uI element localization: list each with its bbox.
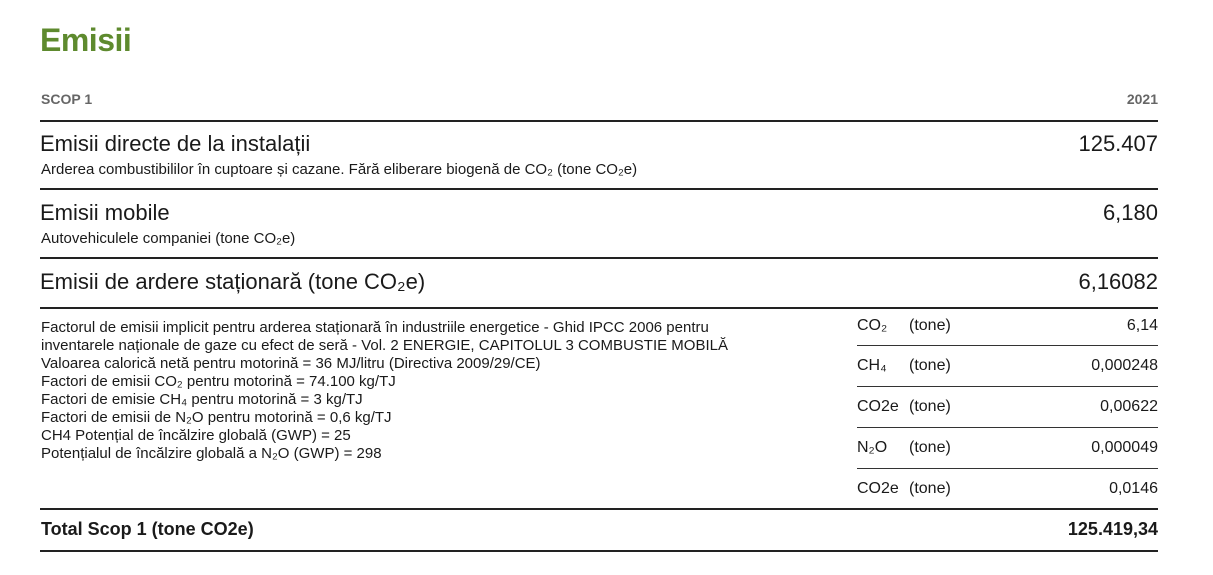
header-divider: [40, 120, 1158, 122]
scope-label: SCOP 1: [41, 91, 93, 107]
gas-value: 0,000248: [1091, 357, 1158, 374]
gas-unit: (tone): [909, 357, 951, 374]
gas-divider: [857, 468, 1158, 469]
gas-unit: (tone): [909, 398, 951, 415]
factor-line: Factori de emisie CH₄ pentru motorină = 3 kg/TJ: [41, 391, 363, 408]
year-header: 2021: [1126, 91, 1158, 107]
gas-value: 0,000049: [1091, 439, 1158, 456]
stationary-emissions-value: 6,16082: [1078, 269, 1158, 294]
factor-line: CH4 Potențial de încălzire globală (GWP) = 25: [41, 427, 351, 444]
mobile-emissions-value: 6,180: [1102, 200, 1158, 225]
total-label: Total Scop 1 (tone CO2e): [41, 519, 254, 539]
factor-line: Factorul de emisii implicit pentru arderea staționară în industriile energetice - Ghid IPCC 2006 pentru: [41, 319, 709, 336]
emission-factors-notes: [41, 316, 831, 465]
gas-divider: [857, 427, 1158, 428]
gas-divider: [857, 386, 1158, 387]
gas-unit: (tone): [909, 439, 951, 456]
factor-line: Potențialul de încălzire globală a N₂O (GWP) = 298: [41, 445, 382, 462]
total-value: 125.419,34: [1067, 519, 1158, 539]
factor-line: inventarele naționale de gaze cu efect de seră - Vol. 2 ENERGIE, CAPITOLUL 3 COMBUSTIE MOBILĂ: [41, 337, 728, 354]
page-title: Emisii: [40, 22, 132, 58]
gas-label: CO₂: [857, 317, 888, 334]
row-divider: [40, 307, 1158, 309]
direct-emissions-value: 125.407: [1078, 131, 1158, 156]
gas-value: 6,14: [1126, 317, 1158, 334]
gas-label: N₂O: [857, 439, 888, 456]
gas-label: CO2e: [857, 398, 899, 415]
mobile-emissions-title: Emisii mobile: [40, 200, 170, 225]
factor-line: Factori de emisii de N₂O pentru motorină = 0,6 kg/TJ: [41, 409, 392, 426]
gas-label: CO2e: [857, 480, 899, 497]
total-divider: [40, 508, 1158, 510]
gas-unit: (tone): [909, 480, 951, 497]
direct-emissions-title: Emisii directe de la instalații: [40, 131, 311, 156]
factor-line: Valoarea calorică netă pentru motorină = 36 MJ/litru (Directiva 2009/29/CE): [41, 355, 541, 372]
stationary-emissions-title: Emisii de ardere staționară (tone CO₂e): [40, 269, 426, 294]
gas-unit: (tone): [909, 317, 951, 334]
gas-label: CH₄: [857, 357, 887, 374]
bottom-divider: [40, 550, 1158, 552]
gas-value: 0,00622: [1100, 398, 1158, 415]
gas-value: 0,0146: [1109, 480, 1158, 497]
gas-divider: [857, 345, 1158, 346]
row-divider: [40, 257, 1158, 259]
direct-emissions-subtitle: Arderea combustibililor în cuptoare și cazane. Fără eliberare biogenă de CO₂ (tone CO₂e): [41, 161, 638, 178]
mobile-emissions-subtitle: Autovehiculele companiei (tone CO₂e): [41, 230, 296, 247]
row-divider: [40, 188, 1158, 190]
factor-line: Factori de emisii CO₂ pentru motorină = 74.100 kg/TJ: [41, 373, 396, 390]
